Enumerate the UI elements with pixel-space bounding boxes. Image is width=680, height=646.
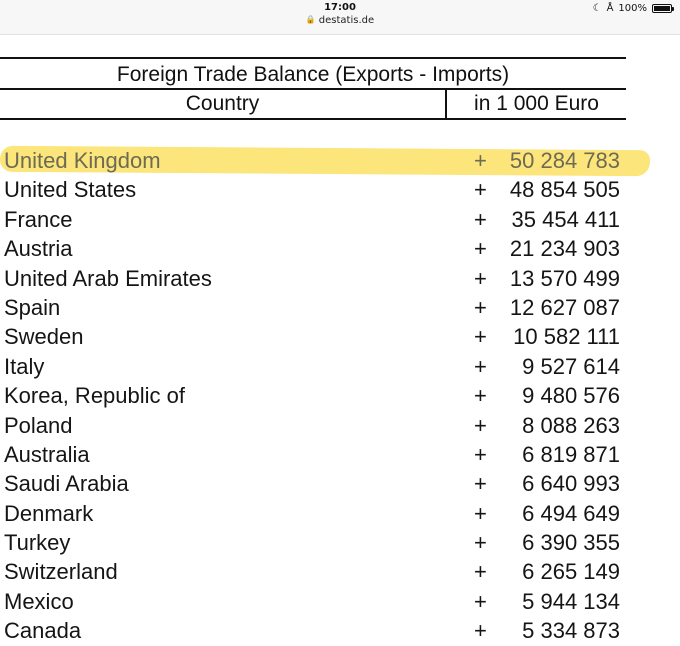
row-sign: +: [474, 588, 487, 614]
battery-percent: 100%: [618, 3, 647, 14]
row-sign: +: [474, 441, 487, 467]
row-sign: +: [474, 177, 487, 203]
url-text: destatis.de: [318, 15, 375, 26]
table-row: [0, 587, 680, 616]
header-rule-bottom: [0, 118, 626, 120]
row-country: Mexico: [4, 588, 74, 614]
table-body: [0, 146, 680, 646]
row-value: 5 334 873: [522, 618, 620, 644]
status-indicators: [593, 3, 672, 14]
table-row: [0, 175, 680, 204]
row-value: 50 284 783: [509, 148, 620, 173]
bluetooth-icon: Å: [606, 3, 614, 14]
row-value: 21 234 903: [509, 236, 620, 262]
row-country: United Arab Emirates: [4, 265, 212, 291]
row-value: 12 627 087: [509, 294, 620, 320]
row-sign: +: [474, 265, 487, 291]
row-sign: +: [474, 353, 487, 379]
table-row: [0, 499, 680, 528]
row-value: 9 480 576: [522, 383, 620, 409]
status-time: 17:00: [324, 2, 356, 13]
row-country: Turkey: [4, 530, 71, 556]
row-country: France: [4, 206, 73, 232]
row-value: 9 527 614: [522, 353, 620, 379]
table-row: [0, 440, 680, 469]
table-title: Foreign Trade Balance (Exports - Imports): [116, 63, 510, 86]
row-country: Saudi Arabia: [4, 471, 129, 497]
row-value: 6 819 871: [522, 441, 620, 467]
row-country: Poland: [4, 412, 73, 438]
column-header-unit: in 1 000 Euro: [474, 92, 599, 115]
row-value: 6 265 149: [522, 559, 620, 585]
row-sign: +: [474, 559, 487, 585]
row-sign: +: [474, 206, 487, 232]
row-country: Denmark: [4, 500, 94, 526]
row-sign: +: [474, 148, 487, 173]
row-country: Switzerland: [4, 559, 118, 585]
row-sign: +: [474, 618, 487, 644]
row-sign: +: [474, 500, 487, 526]
table-row: [0, 528, 680, 557]
row-country: United Kingdom: [4, 148, 161, 173]
table-row: [0, 381, 680, 410]
row-sign: +: [474, 471, 487, 497]
table-row: [0, 322, 680, 351]
row-value: 10 582 111: [513, 324, 620, 350]
table-row: [0, 293, 680, 322]
row-country: Canada: [4, 618, 82, 644]
row-sign: +: [474, 530, 487, 556]
row-value: 5 944 134: [522, 588, 620, 614]
battery-icon: [652, 4, 672, 13]
battery-fill: [654, 6, 670, 11]
table-row: [0, 352, 680, 381]
column-headers: [0, 90, 626, 118]
table-row: [0, 616, 680, 645]
row-sign: +: [474, 324, 487, 350]
table-row: [0, 264, 680, 293]
table-header: [0, 57, 626, 120]
column-header-country: Country: [0, 90, 447, 118]
row-sign: +: [474, 236, 487, 262]
row-sign: +: [474, 383, 487, 409]
row-country: Italy: [4, 353, 45, 379]
row-value: 35 454 411: [511, 206, 620, 232]
row-country: United States: [4, 177, 137, 203]
table-row: [0, 557, 680, 586]
table-row: [0, 411, 680, 440]
row-value: 13 570 499: [509, 265, 620, 291]
status-bar: [0, 0, 680, 35]
row-value: 48 854 505: [509, 177, 620, 203]
row-country: Austria: [4, 236, 73, 262]
table-row: [0, 205, 680, 234]
row-value: 6 390 355: [522, 530, 620, 556]
row-country: Korea, Republic of: [4, 383, 185, 409]
row-value: 8 088 263: [522, 412, 620, 438]
row-value: 6 494 649: [522, 500, 620, 526]
table-row: [0, 146, 680, 175]
row-country: Spain: [4, 294, 61, 320]
address-bar[interactable]: [0, 15, 680, 26]
row-country: Sweden: [4, 324, 84, 350]
row-sign: +: [474, 412, 487, 438]
lock-icon: 🔒: [305, 15, 316, 24]
row-sign: +: [474, 294, 487, 320]
table-row: [0, 234, 680, 263]
moon-icon: ☾: [592, 3, 602, 14]
row-value: 6 640 993: [522, 471, 620, 497]
row-country: Australia: [4, 441, 90, 467]
table-row: [0, 469, 680, 498]
